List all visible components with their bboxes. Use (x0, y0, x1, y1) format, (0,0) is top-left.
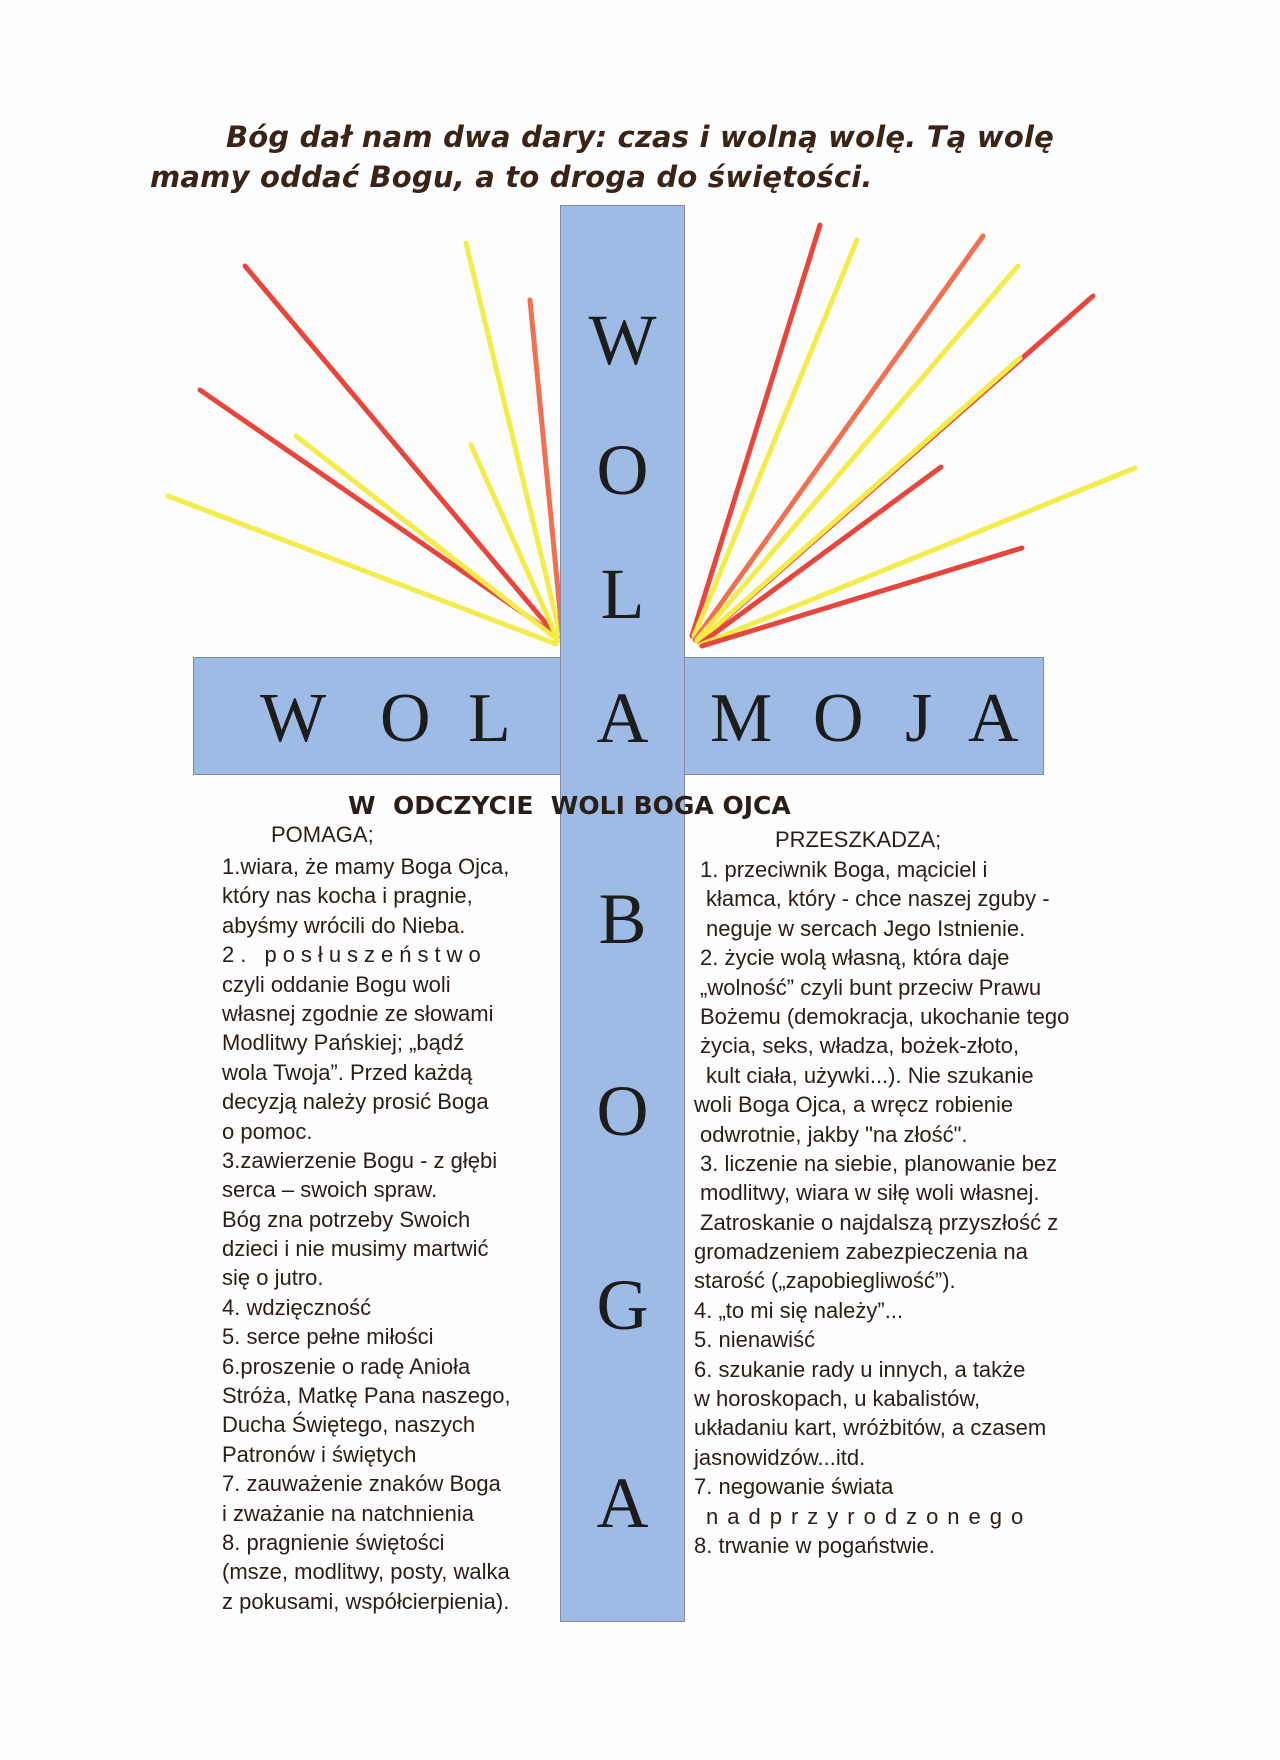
pomaga-list (222, 852, 511, 1616)
pomaga-line: który nas kocha i pragnie, (222, 883, 473, 909)
cross-vertical-letter: L (600, 554, 645, 634)
przeszkadza-list (694, 855, 1069, 1560)
pomaga-line: 2. posłuszeństwo (222, 942, 487, 968)
przeszkadza-line: 2. życie wolą własną, która daje (700, 945, 1010, 971)
przeszkadza-line: w horoskopach, u kabalistów, (694, 1386, 981, 1412)
przeszkadza-line: starość („zapobiegliwość”). (694, 1268, 956, 1294)
przeszkadza-line: 7. negowanie świata (694, 1474, 894, 1500)
przeszkadza-line: gromadzeniem zabezpieczenia na (694, 1239, 1028, 1265)
pomaga-heading: POMAGA; (271, 822, 374, 847)
przeszkadza-line: 4. „to mi się należy”... (694, 1297, 904, 1323)
przeszkadza-line: „wolność” czyli bunt przeciw Prawu (700, 974, 1042, 1000)
pomaga-line: decyzją należy prosić Boga (222, 1089, 489, 1115)
cross-vertical-letter: O (596, 1071, 649, 1151)
cross-horizontal-letter: L (468, 680, 511, 757)
pomaga-line: (msze, modlitwy, posty, walka (222, 1559, 510, 1585)
przeszkadza-line: nadprzyrodzonego (706, 1503, 1033, 1529)
pomaga-line: z pokusami, współcierpienia). (222, 1588, 510, 1614)
pomaga-line: 7. zauważenie znaków Boga (222, 1471, 501, 1497)
ray (466, 243, 560, 634)
header-line-1: Bóg dał nam dwa dary: czas i wolną wolę. Tą wolę (226, 120, 1054, 154)
cross-horizontal-letter: O (813, 680, 864, 757)
pomaga-line: 1.wiara, że mamy Boga Ojca, (222, 854, 510, 879)
pomaga-line: się o jutro. (222, 1265, 324, 1291)
pomaga-line: 6.proszenie o radę Anioła (222, 1353, 471, 1379)
pomaga-line: Bóg zna potrzeby Swoich (222, 1206, 471, 1232)
cross-horizontal-letter: M (710, 680, 773, 757)
pomaga-line: 5. serce pełne miłości (222, 1324, 434, 1350)
cross-vertical-letter: B (598, 879, 647, 959)
przeszkadza-line: kłamca, który - chce naszej zguby - (706, 886, 1050, 912)
pomaga-line: Stróża, Matkę Pana naszego, (222, 1383, 511, 1409)
pomaga-line: 8. pragnienie świętości (222, 1529, 445, 1555)
przeszkadza-line: neguje w sercach Jego Istnienie. (706, 915, 1026, 941)
pomaga-line: serca – swoich spraw. (222, 1177, 438, 1203)
cross-horizontal-letter: W (260, 680, 327, 757)
przeszkadza-line: jasnowidzów...itd. (694, 1444, 866, 1470)
cross-vertical-letter: A (596, 678, 649, 758)
przeszkadza-line: 5. nienawiść (694, 1327, 816, 1353)
header-line-2: mamy oddać Bogu, a to droga do świętości. (150, 160, 873, 194)
przeszkadza-line: układaniu kart, wróżbitów, a czasem (694, 1415, 1047, 1441)
pomaga-line: czyli oddanie Bogu woli (222, 971, 451, 997)
przeszkadza-line: Zatroskanie o najdalszą przyszłość z (700, 1209, 1059, 1235)
przeszkadza-line: woli Boga Ojca, a wręcz robienie (694, 1092, 1014, 1118)
przeszkadza-line: życia, seks, władza, bożek-złoto, (700, 1033, 1020, 1059)
cross-horizontal-letter: A (968, 680, 1019, 757)
przeszkadza-line: 3. liczenie na siebie, planowanie bez (700, 1150, 1058, 1176)
ray (695, 236, 983, 640)
cross-vertical-letter: O (596, 430, 649, 510)
pomaga-line: wola Twoja”. Przed każdą (222, 1059, 473, 1085)
przeszkadza-line: modlitwy, wiara w siłę woli własnej. (700, 1180, 1040, 1206)
przeszkadza-heading: PRZESZKADZA; (775, 827, 942, 852)
cross-horizontal-letter: J (905, 680, 933, 757)
pomaga-line: abyśmy wrócili do Nieba. (222, 912, 466, 938)
ray (697, 266, 1018, 640)
cross-vertical-letter: W (588, 300, 657, 380)
pomaga-line: 4. wdzięczność (222, 1294, 372, 1320)
przeszkadza-line: 6. szukanie rady u innych, a także (694, 1356, 1026, 1382)
przeszkadza-line: kult ciała, używki...). Nie szukanie (706, 1062, 1034, 1088)
cross-vertical-letter: A (596, 1463, 649, 1543)
section-title: W ODCZYCIE WOLI BOGA OJCA (348, 791, 791, 820)
cross-horizontal-letter: O (380, 680, 431, 757)
pomaga-line: Modlitwy Pańskiej; „bądź (222, 1030, 465, 1056)
pomaga-line: Ducha Świętego, naszych (222, 1412, 476, 1438)
przeszkadza-line: Bożemu (demokracja, ukochanie tego (700, 1003, 1070, 1029)
pomaga-line: własnej zgodnie ze słowami (222, 1000, 494, 1026)
pomaga-line: o pomoc. (222, 1118, 313, 1144)
przeszkadza-line: 8. trwanie w pogaństwie. (694, 1532, 935, 1558)
przeszkadza-line: odwrotnie, jakby "na złość". (700, 1121, 968, 1147)
pomaga-line: dzieci i nie musimy martwić (222, 1236, 489, 1262)
pomaga-line: i zważanie na natchnienia (222, 1500, 474, 1526)
pomaga-line: 3.zawierzenie Bogu - z głębi (222, 1147, 498, 1173)
przeszkadza-line: 1. przeciwnik Boga, mąciciel i (700, 857, 988, 882)
cross-vertical-letter: G (596, 1265, 649, 1345)
ray (700, 468, 1135, 645)
pomaga-line: Patronów i świętych (222, 1441, 417, 1467)
